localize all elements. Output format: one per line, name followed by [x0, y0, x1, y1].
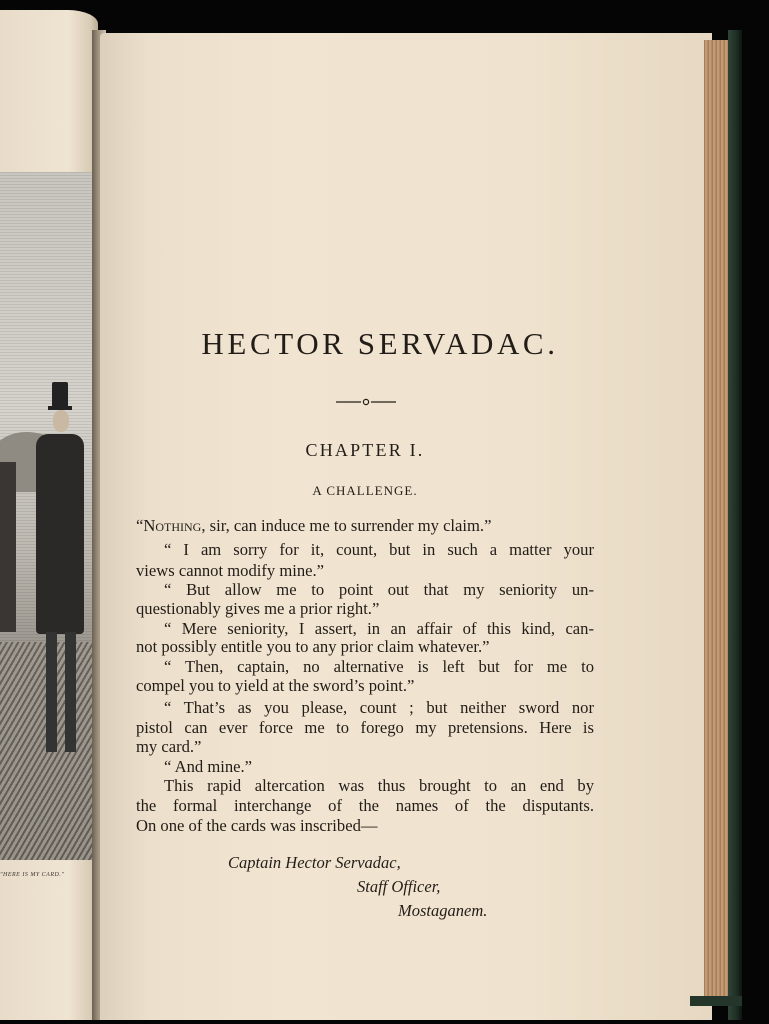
engraving-figure-partial	[0, 462, 16, 632]
text-line: “ Mere seniority, I assert, in an affair of this kind, can-	[164, 619, 594, 638]
text-line: “ That’s as you please, count ; but neither sword nor	[164, 698, 594, 717]
text-line: the formal interchange of the names of the disputants.	[136, 796, 594, 815]
left-page	[0, 10, 98, 1020]
text-line: “ Then, captain, no alternative is left but for me to	[164, 657, 594, 676]
text-line: questionably gives me a prior right.”	[136, 599, 380, 618]
book-title: HECTOR SERVADAC.	[201, 326, 559, 361]
text-line: On one of the cards was inscribed—	[136, 816, 378, 835]
text-line: pistol can ever force me to forego my pretensions. Here is	[136, 718, 594, 737]
book-cover	[728, 30, 742, 1020]
engraving-illustration	[0, 172, 95, 860]
text-line: compel you to yield at the sword’s point.”	[136, 676, 415, 695]
text-line: “ And mine.”	[164, 757, 253, 776]
text-line: my card.”	[136, 737, 202, 756]
text-line: “ I am sorry for it, count, but in such a matter your	[164, 540, 594, 559]
engraving-head	[53, 410, 69, 432]
text-line: not possibly entitle you to any prior claim whatever.”	[136, 637, 490, 656]
text-line: views cannot modify mine.”	[136, 561, 325, 580]
engraving-legs	[46, 632, 76, 752]
card-rank: Staff Officer,	[357, 877, 441, 896]
text-line: This rapid altercation was thus brought to an end by	[164, 776, 594, 795]
chapter-title: A CHALLENGE.	[312, 483, 418, 498]
text-line: “Nothing, sir, can induce me to surrender my claim.”	[136, 516, 492, 535]
ornament-divider	[336, 396, 396, 408]
engraving-caption: "HERE IS MY CARD."	[0, 872, 65, 878]
card-place: Mostaganem.	[398, 901, 488, 920]
chapter-heading: CHAPTER I.	[305, 440, 425, 460]
engraving-top-hat	[52, 382, 68, 408]
card-name: Captain Hector Servadac,	[228, 853, 401, 872]
book-cover-bottom	[690, 996, 742, 1006]
engraving-coat	[36, 434, 84, 634]
text-line: “ But allow me to point out that my seniority un-	[164, 580, 594, 599]
